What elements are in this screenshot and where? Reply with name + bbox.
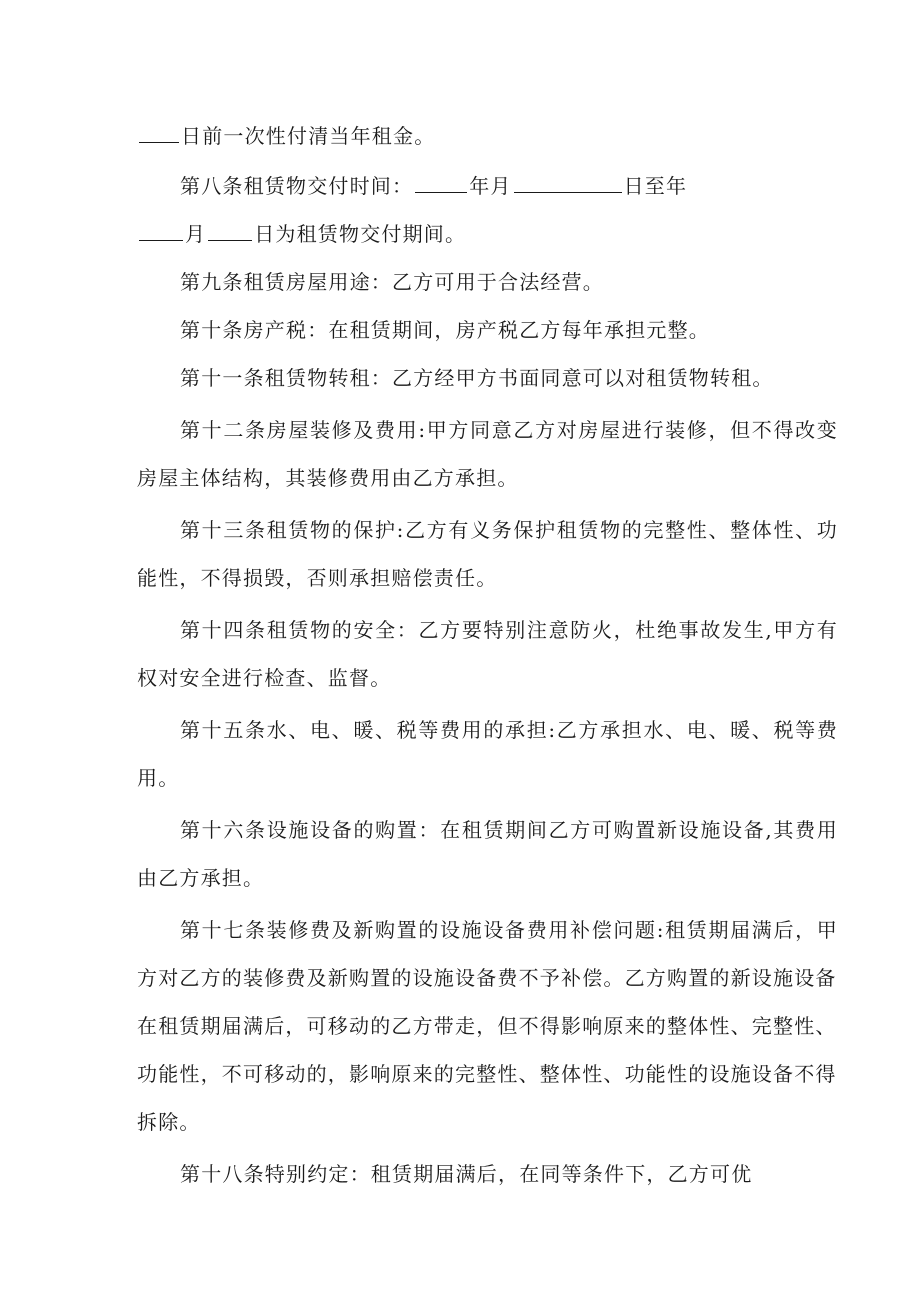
blank-field-day — [139, 124, 179, 143]
text-line-article-13-cont: 能性，不得损毁，否则承担赔偿责任。 — [137, 566, 498, 590]
text-segment: 第八条租赁物交付时间： — [180, 174, 414, 198]
text-line-article-9: 第九条租赁房屋用途：乙方可用于合法经营。 — [180, 270, 604, 294]
text-line-article-17-cont: 方对乙方的装修费及新购置的设施设备费不予补偿。乙方购置的新设施设备 — [137, 966, 837, 990]
text-line-article-14-cont: 权对安全进行检查、监督。 — [137, 666, 392, 690]
text-line-rent-payment — [137, 124, 435, 148]
text-line-article-12: 第十二条房屋装修及费用:甲方同意乙方对房屋进行装修，但不得改变 — [180, 418, 838, 442]
blank-field-month — [514, 174, 622, 193]
text-line-article-10: 第十条房产税：在租赁期间，房产税乙方每年承担元整。 — [180, 318, 710, 342]
text-line-article-12-cont: 房屋主体结构，其装修费用由乙方承担。 — [137, 466, 519, 490]
text-line-article-15-cont: 用。 — [137, 766, 180, 790]
text-line-article-17: 第十七条装修费及新购置的设施设备费用补偿问题:租赁期届满后，甲 — [180, 918, 838, 942]
blank-field-day — [208, 222, 252, 241]
text-line-article-13: 第十三条租赁物的保护:乙方有义务保护租赁物的完整性、整体性、功 — [180, 518, 838, 542]
text-line-article-8-cont — [137, 222, 466, 246]
text-line-article-16-cont: 由乙方承担。 — [137, 866, 265, 890]
text-segment: 月 — [185, 222, 207, 246]
text-segment: 日为租赁物交付期间。 — [254, 222, 467, 246]
text-segment: 日前一次性付清当年租金。 — [181, 124, 436, 148]
text-segment: 日至年 — [623, 174, 688, 198]
text-segment: 年月 — [469, 174, 512, 198]
text-line-article-17-cont: 在租赁期届满后，可移动的乙方带走，但不得影响原来的整体性、完整性、 — [137, 1014, 837, 1038]
text-line-article-17-cont: 拆除。 — [137, 1110, 201, 1134]
text-line-article-8 — [180, 174, 687, 198]
text-line-article-14: 第十四条租赁物的安全：乙方要特别注意防火，杜绝事故发生,甲方有 — [180, 618, 838, 642]
text-line-article-17-cont: 功能性，不可移动的，影响原来的完整性、整体性、功能性的设施设备不得 — [137, 1062, 837, 1086]
text-line-article-16: 第十六条设施设备的购置：在租赁期间乙方可购置新设施设备,其费用 — [180, 818, 838, 842]
text-line-article-18: 第十八条特别约定：租赁期届满后，在同等条件下，乙方可优 — [180, 1162, 753, 1186]
text-line-article-15: 第十五条水、电、暖、税等费用的承担:乙方承担水、电、暖、税等费 — [180, 718, 838, 742]
blank-field-year — [415, 174, 467, 193]
blank-field-month — [139, 222, 183, 241]
text-line-article-11: 第十一条租赁物转租：乙方经甲方书面同意可以对租赁物转租。 — [180, 366, 774, 390]
